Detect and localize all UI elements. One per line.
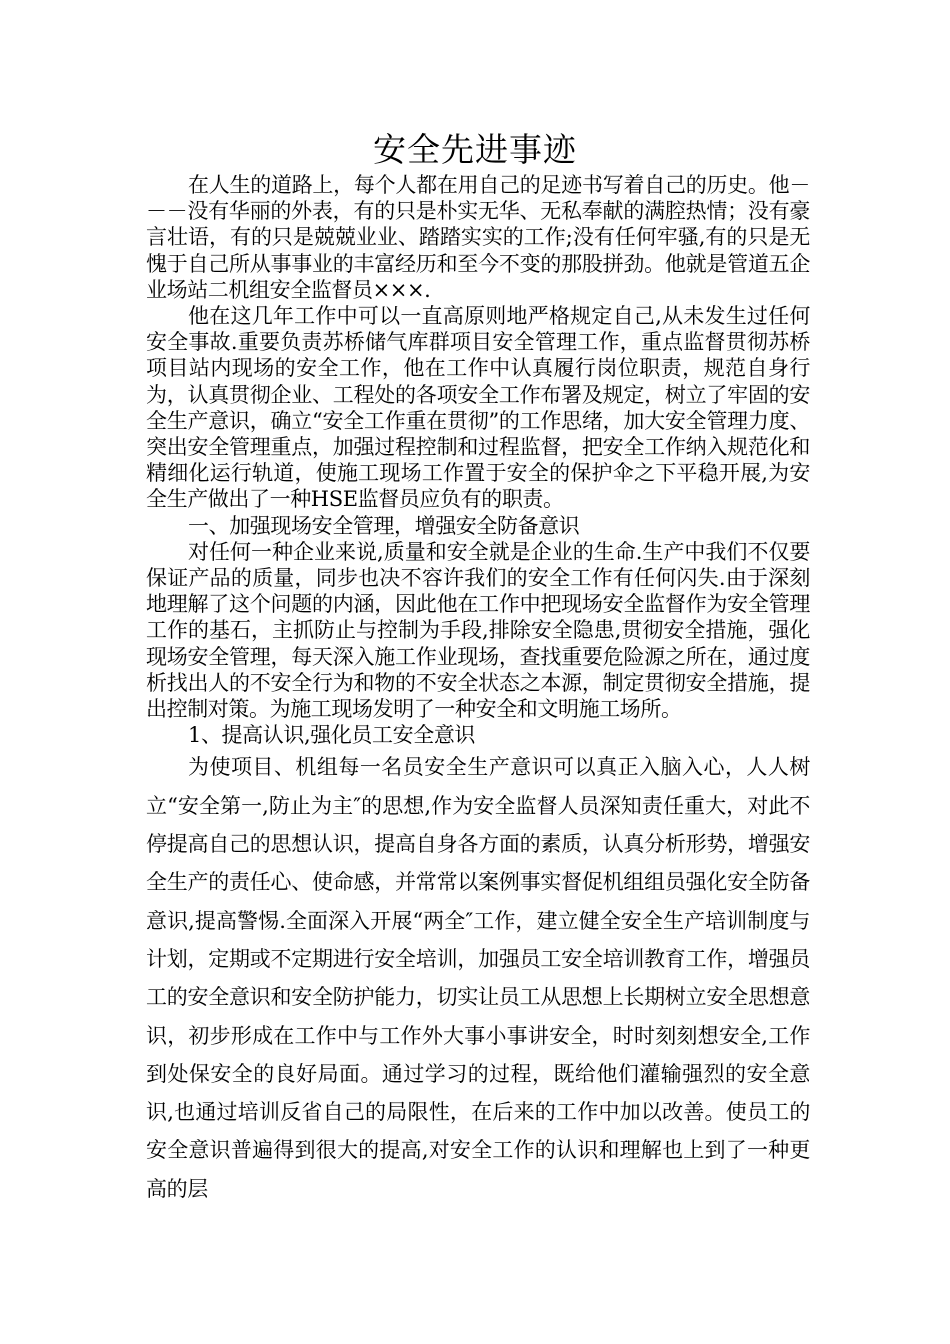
paragraph-intro: 在人生的道路上，每个人都在用自己的足迹书写着自己的历史。他－－－没有华丽的外表，有的只是朴实无华、无私奉献的满腔热情；没有豪言壮语，有的只是兢兢业业、踏踏实实的工作;没有任何牢骚,有的只是无愧于自己所从事事业的丰富经历和至今不变的那股拼劲。他就是管道五企业场站二机组安全监督员×××. xyxy=(146,173,810,302)
paragraph-work-record: 他在这几年工作中可以一直高原则地严格规定自己,从未发生过任何安全事故.重要负责苏桥储气库群项目安全管理工作，重点监督贯彻苏桥项目站内现场的安全工作，他在工作中认真履行岗位职责，规范自身行为，认真贯彻企业、工程处的各项安全工作布署及规定，树立了牢固的安全生产意识，确立“安全工作重在贯彻”的工作思绪，加大安全管理力度、突出安全管理重点，加强过程控制和过程监督，把安全工作纳入规范化和精细化运行轨道，使施工现场工作置于安全的保护伞之下平稳开展,为安全生产做出了一种HSE监督员应负有的职责。 xyxy=(146,304,810,512)
subsection-heading-1: 1、提高认识,强化员工安全意识 xyxy=(188,723,476,748)
paragraph-site-management: 对任何一种企业来说,质量和安全就是企业的生命.生产中我们不仅要保证产品的质量，同步也决不容许我们的安全工作有任何闪失.由于深刻地理解了这个问题的内涵，因此他在工作中把现场安全监督作为安全管理工作的基石，主抓防止与控制为手段,排除安全隐患,贯彻安全措施，强化现场安全管理，每天深入施工作业现场，查找重要危险源之所在，通过度析找出人的不安全行为和物的不安全状态之本源，制定贯彻安全措施，提出控制对策。为施工现场发明了一种安全和文明施工场所。 xyxy=(146,539,810,722)
document-body xyxy=(146,172,810,1208)
section-heading-1: 一、加强现场安全管理，增强安全防备意识 xyxy=(188,513,580,538)
paragraph-awareness: 为使项目、机组每一名员安全生产意识可以真正入脑入心，人人树立“安全第一,防止为主″的思想,作为安全监督人员深知责任重大，对此不停提高自己的思想认识，提高自身各方面的素质，认真分析形势，增强安全生产的责任心、使命感，并常常以案例事实督促机组组员强化安全防备意识,提高警惕.全面深入开展“两全″工作，建立健全安全生产培训制度与计划，定期或不定期进行安全培训，加强员工安全培训教育工作，增强员工的安全意识和安全防护能力，切实让员工从思想上长期树立安全思想意识，初步形成在工作中与工作外大事小事讲安全，时时刻刻想安全,工作到处保安全的良好局面。通过学习的过程，既给他们灌输强烈的安全意识,也通过培训反省自己的局限性，在后来的工作中加以改善。使员工的安全意识普遍得到很大的提高,对安全工作的认识和理解也上到了一种更高的层 xyxy=(146,755,810,1201)
document-title: 安全先进事迹 xyxy=(373,130,577,169)
